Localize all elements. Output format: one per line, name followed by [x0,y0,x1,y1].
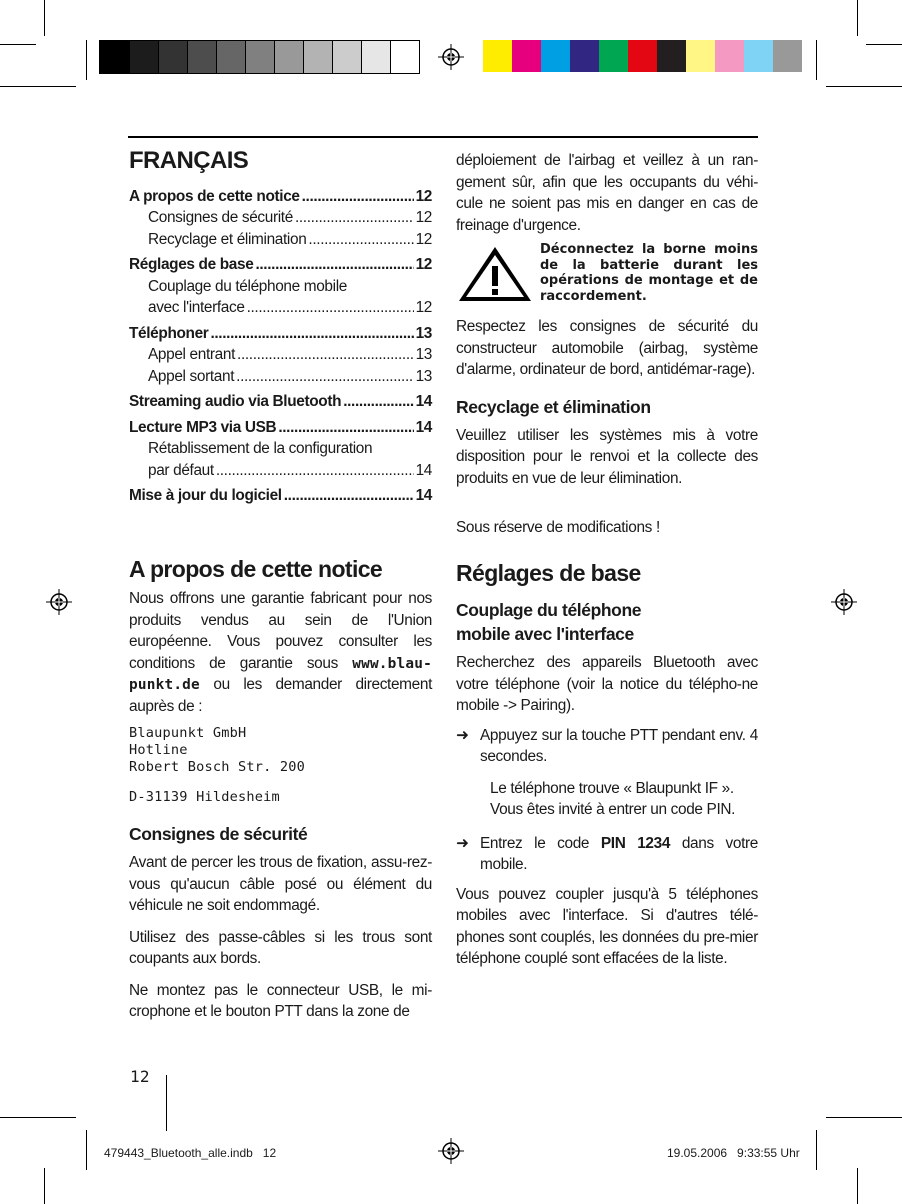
pairing-title-line1: Couplage du téléphone [456,600,642,620]
toc-label: Recyclage et élimination [148,230,307,248]
toc-leader [284,485,414,507]
safety-continued: déploiement de l'airbag et veillez à un ran-gement sûr, afin que les occupants du véhi-cule ne soient pas mis en danger en cas de freinage d'urgence. [456,152,758,234]
toc-page-number: 14 [415,487,432,504]
crop-mark [0,44,36,45]
toc-leader [308,229,413,251]
toc-entry[interactable] [129,391,432,413]
warning-box [456,242,758,304]
gray-swatch [187,41,216,73]
toc-entry[interactable] [129,186,432,208]
grayscale-bar [99,40,420,74]
toc-entry[interactable] [129,229,432,251]
page-fold-line [166,1075,167,1131]
toc-label: Téléphoner [129,324,209,342]
toc-label: avec l'interface [148,299,245,316]
toc-page-number: 12 [415,187,432,205]
toc-entry[interactable] [129,254,432,276]
about-paragraph [129,588,432,717]
address-line: Robert Bosch Str. 200 [129,759,306,775]
toc-entry[interactable] [129,438,432,460]
toc-leader [302,186,414,208]
safety-paragraph: Utilisez des passe-câbles si les trous sont coupants aux bords. [129,928,432,967]
right-column [456,150,758,980]
address-line: D-31139 Hildesheim [129,789,280,805]
slug-filename: 479443_Bluetooth_alle.indb 12 [104,1146,277,1160]
gray-swatch [361,41,390,73]
pairing-title-line2: mobile avec l'interface [456,624,634,644]
crop-mark [86,40,87,80]
toc-leader [210,323,413,345]
toc-entry[interactable] [129,485,432,507]
color-swatch [715,40,744,72]
left-column [129,147,432,1033]
table-of-contents [129,186,432,507]
crop-mark [826,1117,902,1118]
toc-label: Réglages de base [129,256,254,273]
crop-mark [44,0,45,36]
color-bar [483,40,802,72]
toc-page-number: 14 [415,461,432,479]
toc-label: Appel sortant [148,367,235,385]
color-swatch [541,40,570,72]
toc-page-number: 14 [415,393,432,410]
crop-mark [857,0,858,36]
recycling-paragraph: Veuillez utiliser les systèmes mis à votre disposition pour le renvoi et la collecte des produits en vue de leur élimination. [456,426,758,487]
warning-triangle-icon [456,244,534,304]
pairing-paragraph: Recherchez des appareils Bluetooth avec votre téléphone (voir la notice du télépho-ne mobile -> Pairing). [456,654,758,714]
address-line: Hotline [129,742,188,758]
multi-phone-paragraph: Vous pouvez coupler jusqu'à 5 téléphones mobiles avec l'interface. Si d'autres télé-phones sont couplés, les données du pre-mier téléphone couplé sont effacées de la liste. [456,885,758,967]
toc-entry[interactable] [129,323,432,345]
about-text-end: ou les demander directement auprès de : [129,676,432,715]
color-swatch [773,40,802,72]
step-text: Appuyez sur la touche PTT pendant env. 4 secondes. [480,726,758,765]
step-ptt [456,725,758,768]
page-number: 12 [130,1067,150,1086]
safety-title: Consignes de sécurité [129,824,308,844]
crop-mark [816,40,817,80]
toc-label: Streaming audio via Bluetooth [129,393,342,410]
address-block [129,725,432,806]
toc-page-number: 12 [415,299,432,316]
crop-mark [826,86,902,87]
arrow-right-icon: ➜ [456,726,469,744]
color-swatch [512,40,541,72]
pin-code: PIN 1234 [600,834,671,852]
color-swatch [599,40,628,72]
toc-leader [247,297,414,319]
toc-entry[interactable] [129,297,432,319]
about-title: A propos de cette notice [129,555,383,582]
toc-page-number: 12 [415,209,432,226]
gray-swatch [158,41,187,73]
color-swatch [483,40,512,72]
toc-label: Mise à jour du logiciel [129,487,282,504]
registration-mark-icon [46,589,72,615]
crop-mark [0,86,76,87]
gray-swatch [129,41,158,73]
basic-title: Réglages de base [456,559,641,586]
crop-mark [86,1130,87,1170]
toc-leader [216,460,414,482]
color-swatch [570,40,599,72]
gray-swatch [245,41,274,73]
gray-swatch [274,41,303,73]
toc-entry[interactable] [129,344,432,366]
safety-paragraph: Ne montez pas le connecteur USB, le mi-crophone et le bouton PTT dans la zone de [129,981,432,1020]
toc-label: Rétablissement de la configuration [148,440,373,457]
toc-leader [236,366,413,388]
toc-label: Lecture MP3 via USB [129,418,277,436]
safety-paragraph: Avant de percer les trous de fixation, assu-rez-vous qu'aucun câble posé ou élément du véhicule ne soit endommagé. [129,854,432,914]
toc-leader [255,254,413,276]
toc-entry[interactable] [129,366,432,388]
gray-swatch [332,41,361,73]
toc-leader [278,417,413,439]
toc-label: Consignes de sécurité [148,209,293,226]
toc-label: Appel entrant [148,346,236,363]
toc-entry[interactable] [129,417,432,439]
gray-swatch [390,41,419,73]
about-text: Nous offrons une garantie fabricant pour nos produits vendus au sein de l'Union européenne. Vous pouvez consulter les conditions de garantie sous [129,590,432,672]
toc-page-number: 14 [415,418,432,436]
registration-mark-icon [438,1138,464,1164]
gray-swatch [100,41,129,73]
warning-text: Déconnectez la borne moins de la batterie durant les opérations de montage et de raccordement. [540,242,758,304]
toc-leader [295,207,414,229]
crop-mark [866,44,902,45]
toc-entry[interactable] [129,276,432,298]
step-pin [456,833,758,876]
crop-mark [816,1130,817,1170]
step-pin-pre: Entrez le code [480,834,601,852]
toc-leader [237,344,414,366]
registration-mark-icon [831,589,857,615]
toc-page-number: 13 [415,367,432,385]
color-swatch [657,40,686,72]
address-line: Blaupunkt GmbH [129,725,247,741]
about-url-link[interactable]: www.blau-punkt.de [129,655,432,693]
toc-leader [343,391,413,413]
toc-page-number: 13 [415,346,432,363]
step-result: Le téléphone trouve « Blaupunkt IF ». Vous êtes invité à entrer un code PIN. [490,779,736,818]
color-swatch [628,40,657,72]
arrow-right-icon: ➜ [456,834,469,852]
crop-mark [857,1168,858,1204]
recycling-title: Recyclage et élimination [456,396,651,417]
crop-mark [44,1168,45,1204]
toc-page-number: 12 [415,230,432,248]
color-swatch [686,40,715,72]
gray-swatch [303,41,332,73]
step-text [480,833,758,876]
page-heading: FRANÇAIS [129,147,249,174]
address-line [129,776,432,789]
crop-mark [0,1117,76,1118]
gray-swatch [216,41,245,73]
toc-entry[interactable] [129,460,432,482]
header-rule [128,136,758,138]
toc-entry[interactable] [129,207,432,229]
toc-label: Couplage du téléphone mobile [148,277,347,295]
color-swatch [744,40,773,72]
step-pin-post: dans votre mobile. [480,834,759,873]
toc-label: par défaut [148,461,214,479]
toc-page-number: 13 [415,324,432,342]
toc-label: A propos de cette notice [129,187,300,205]
registration-mark-icon [438,44,464,70]
reserve-note: Sous réserve de modifications ! [456,519,660,536]
respect-paragraph: Respectez les consignes de sécurité du constructeur automobile (airbag, système d'alarme, ordinateur de bord, antidémar-rage). [456,318,758,378]
toc-page-number: 12 [415,256,432,273]
slug-timestamp: 19.05.2006 9:33:55 Uhr [667,1146,800,1160]
